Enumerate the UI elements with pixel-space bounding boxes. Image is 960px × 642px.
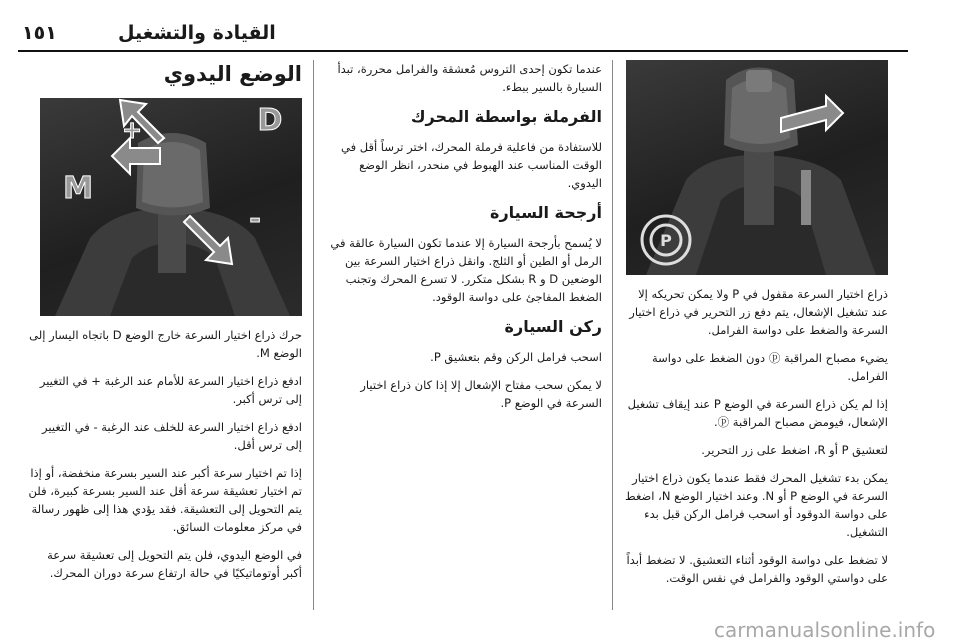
watermark: carmanualsonline.info: [714, 618, 936, 642]
downshift-paragraph: ادفع ذراع اختيار السرعة للخلف عند الرغبة - في التغيير إلى ترس أقل.: [42, 420, 302, 452]
right-column: [622, 60, 888, 597]
minus-label: -: [249, 202, 261, 235]
manual-mode-figure: [40, 98, 302, 316]
rocking-text: لا يُسمح بأرجحة السيارة إلا عندما تكون السيارة عالقة في الرمل أو الطين أو الثلج. وانقل ذراع اختيار السرعة بين الوضعين D و R بشكل متكرر. لا تسرع المحرك وتجنب الضغط المفاجئ على دواسة الوقود.: [330, 236, 602, 304]
manual-mode-illustration: [40, 98, 302, 316]
page-header: [0, 0, 960, 50]
release-button-paragraph: لتعشيق P أو R، اضغط على زر التحرير.: [701, 443, 888, 457]
svg-text:P: P: [660, 231, 672, 250]
engine-start-paragraph: يمكن بدء تشغيل المحرك فقط عندما يكون ذراع اختيار السرعة في الوضع P أو N. وعند اختيار الوضع N، اضغط على دواسة الدوقود أو اسحب فرامل الركن قبل بدء التشغيل.: [625, 471, 888, 539]
column-divider-left: [313, 60, 314, 610]
engine-braking-text: للاستفادة من فاعلية فرملة المحرك، اختر ترساً أقل في الوقت المناسب عند الهبوط في منحدر، انظر الوضع اليدوي.: [341, 140, 602, 190]
middle-column: [322, 60, 602, 422]
rocking-heading: أرجحة السيارة: [490, 203, 602, 222]
m-label: M: [63, 171, 93, 206]
section-title: القيادة والتشغيل: [118, 22, 276, 44]
column-divider-right: [612, 60, 613, 610]
parking-text: اسحب فرامل الركن وقم بتعشيق P.: [430, 350, 602, 364]
page-number: ١٥١: [22, 22, 57, 44]
control-lamp-paragraph: يضيء مصباح المراقبة ⓟ دون الضغط على دواسة الفرامل.: [652, 351, 888, 383]
upshift-paragraph: ادفع ذراع اختيار السرعة للأمام عند الرغبة + في التغيير إلى ترس أكبر.: [39, 374, 302, 406]
engine-braking-heading: الفرملة بواسطة المحرك: [410, 107, 602, 126]
manual-mode-heading: الوضع اليدوي: [163, 62, 302, 86]
ignition-key-paragraph: لا يمكن سحب مفتاح الإشعال إلا إذا كان ذراع اختيار السرعة في الوضع P.: [360, 378, 602, 410]
parking-heading: ركن السيارة: [504, 317, 602, 336]
creep-paragraph: عندما تكون إحدى التروس مُعشقة والفرامل محررة، تبدأ السيارة بالسير ببطء.: [337, 62, 602, 94]
left-column: [26, 60, 302, 592]
no-auto-upshift-paragraph: في الوضع اليدوي، فلن يتم التحويل إلى تعشيقة سرعة أكبر أوتوماتيكيًا في حالة ارتفاع سرعة دوران المحرك.: [47, 548, 302, 580]
gear-lever-park-illustration: [626, 60, 888, 275]
shift-restriction-paragraph: إذا تم اختيار سرعة أكبر عند السير بسرعة منخفضة، أو إذا تم اختيار تعشيقة سرعة أقل عند السير بسرعة كبيرة، فلن يتم التحويل إلى التعشيقة. فقد يؤدي هذا إلى ظهور رسالة في مركز معلومات السائق.: [28, 466, 302, 534]
header-rule: [18, 50, 908, 52]
park-lock-paragraph: ذراع اختيار السرعة مقفول في P ولا يمكن تحريكه إلا عند تشغيل الإشعال، يتم دفع زر التحرير في ذراع اختيار السرعة والضغط على دواسة الفرامل.: [629, 287, 888, 337]
gear-lever-park-figure: [626, 60, 888, 275]
lamp-flash-paragraph: إذا لم يكن ذراع السرعة في الوضع P عند إيقاف تشغيل الإشعال، فيومض مصباح المراقبة ⓟ.: [627, 397, 888, 429]
pedal-warning-paragraph: لا تضغط على دواسة الوقود أثناء التعشيق. لا تضغط أبداً على دواستي الوقود والفرامل في نفس الوقت.: [626, 553, 888, 585]
d-label: D: [257, 103, 283, 138]
plus-label: +: [121, 116, 143, 144]
manual-mode-enter-paragraph: حرك ذراع اختيار السرعة خارج الوضع D باتجاه اليسار إلى الوضع M.: [29, 328, 302, 360]
